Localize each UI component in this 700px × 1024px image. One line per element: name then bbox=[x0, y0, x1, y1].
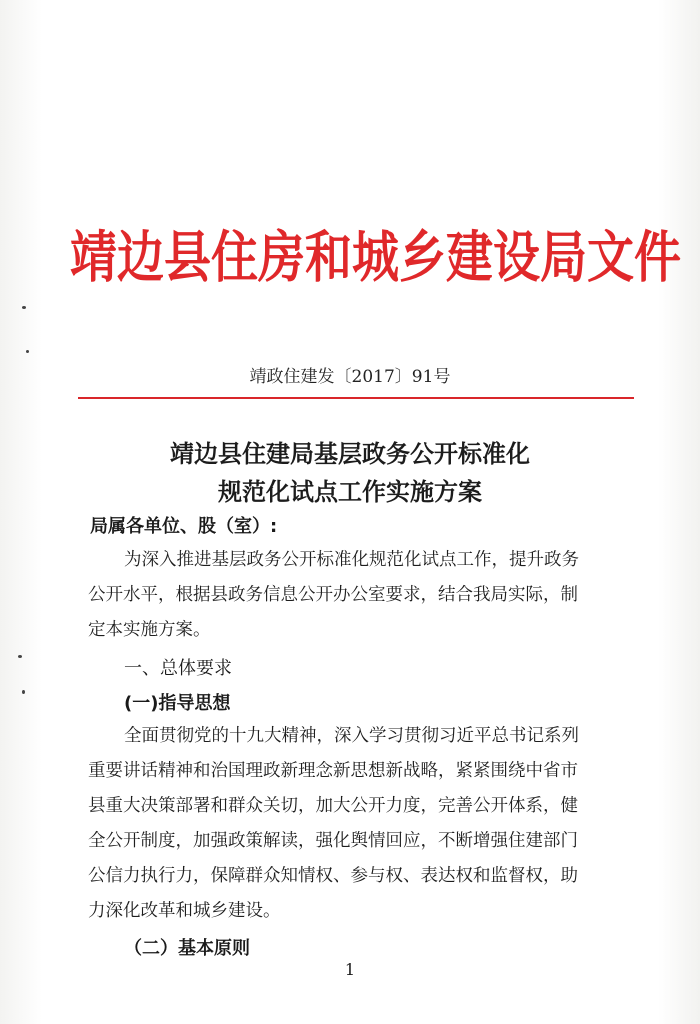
scan-speck bbox=[18, 655, 22, 658]
guiding-line-1: 全面贯彻党的十九大精神，深入学习贯彻习近平总书记系列 bbox=[124, 726, 579, 746]
red-separator-line bbox=[78, 397, 634, 399]
subsection-1-heading: (一)指导思想 bbox=[124, 693, 231, 714]
document-title-line-2: 规范化试点工作实施方案 bbox=[218, 478, 482, 506]
scan-speck bbox=[26, 350, 29, 353]
section-1-heading: 一、总体要求 bbox=[124, 658, 232, 679]
intro-line-3: 定本实施方案。 bbox=[88, 620, 211, 640]
guiding-line-5: 公信力执行力，保障群众知情权、参与权、表达权和监督权，助 bbox=[88, 866, 578, 886]
issuer-header-title: 靖边县住房和城乡建设局文件 bbox=[70, 225, 681, 291]
guiding-line-6: 力深化改革和城乡建设。 bbox=[88, 901, 281, 921]
guiding-line-3: 县重大决策部署和群众关切，加大公开力度，完善公开体系，健 bbox=[88, 796, 578, 816]
salutation: 局属各单位、股（室）: bbox=[90, 516, 278, 537]
scan-speck bbox=[22, 690, 25, 694]
intro-line-2: 公开水平，根据县政务信息公开办公室要求，结合我局实际，制 bbox=[88, 585, 578, 605]
page-number: 1 bbox=[344, 960, 356, 979]
guiding-line-4: 全公开制度，加强政策解读，强化舆情回应，不断增强住建部门 bbox=[88, 831, 578, 851]
document-number: 靖政住建发〔2017〕91号 bbox=[249, 367, 451, 387]
guiding-line-2: 重要讲话精神和治国理政新理念新思想新战略，紧紧围绕中省市 bbox=[88, 761, 578, 781]
intro-line-1: 为深入推进基层政务公开标准化规范化试点工作，提升政务 bbox=[124, 550, 579, 570]
scan-speck bbox=[22, 306, 26, 309]
subsection-2-heading: （二）基本原则 bbox=[124, 938, 250, 959]
document-title-line-1: 靖边县住建局基层政务公开标准化 bbox=[170, 440, 530, 468]
